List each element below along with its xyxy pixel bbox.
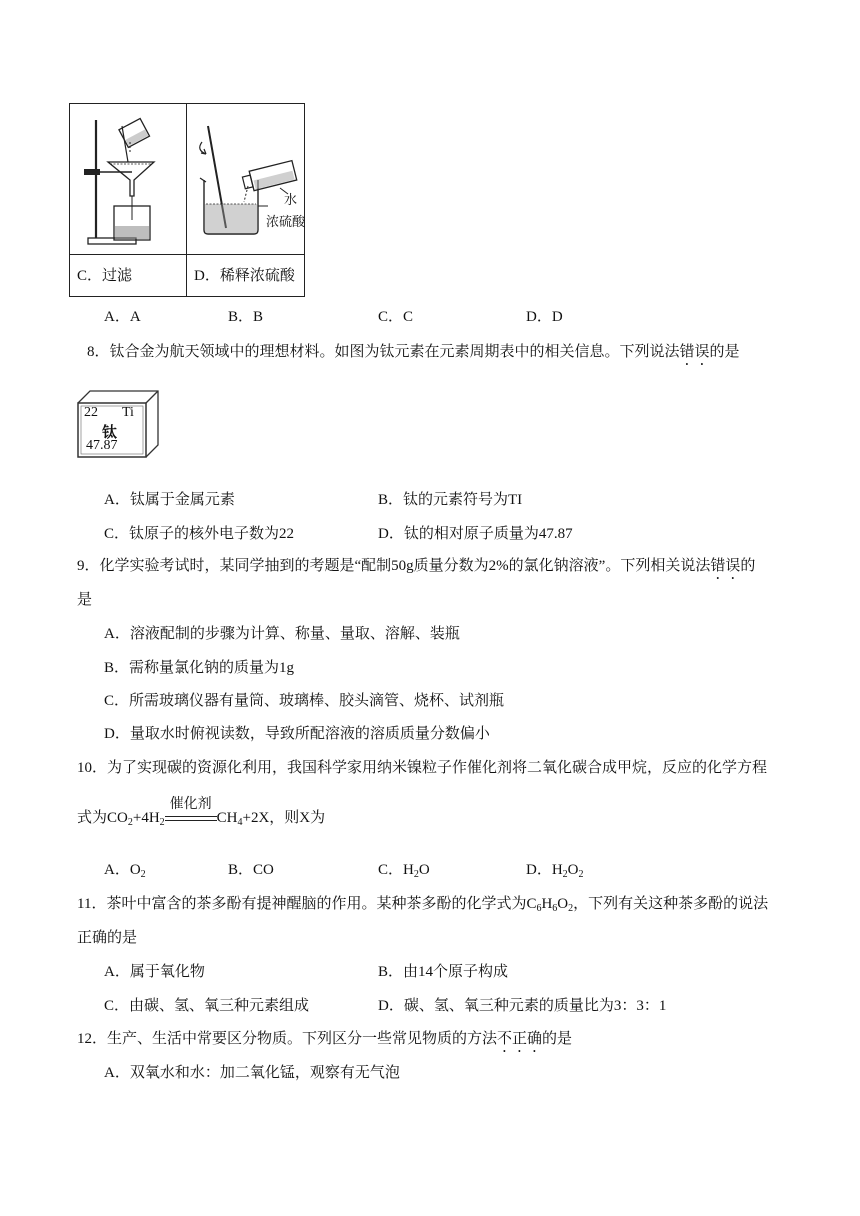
q10-option-d-sub2: 2 <box>578 869 584 880</box>
q10-option-d-sub: 2 <box>562 869 568 880</box>
q10-option-b <box>228 858 274 879</box>
q9-option-c: C．所需玻璃仪器有量筒、玻璃棒、胶头滴管、烧杯、试剂瓶 <box>104 693 505 709</box>
q12-option-a: A．双氧水和水：加二氧化锰，观察有无气泡 <box>104 1065 400 1081</box>
q10-option-a-sub: 2 <box>140 869 146 880</box>
formula-sub-o: 2 <box>568 903 574 914</box>
q9-option-d: D．量取水时俯视读数，导致所配溶液的溶质质量分数偏小 <box>104 726 490 742</box>
eq-co: CO <box>107 810 128 826</box>
formula-h: H <box>541 896 553 912</box>
q8-stem-end: 的是 <box>709 344 740 360</box>
eq-h-sub: 2 <box>159 817 165 828</box>
q12-emphasis: 不正确 <box>497 1031 543 1047</box>
q9-stem-end: 的 <box>740 558 756 574</box>
q10-option-d <box>526 858 584 879</box>
q10-option-c <box>378 858 430 879</box>
eq-tail: +2X，则X为 <box>242 810 326 826</box>
atomic-number: 22 <box>84 405 98 420</box>
q10-option-a-text: A．O <box>104 862 141 878</box>
formula-sub-c: 6 <box>536 903 542 914</box>
filtration-diagram <box>76 110 184 250</box>
table-divider <box>70 254 304 255</box>
formula-o: O <box>557 896 569 912</box>
q8-option-a: A．钛属于金属元素 <box>104 492 235 508</box>
q10-option-c-tail: O <box>418 862 430 878</box>
q11-stem <box>77 892 768 913</box>
cell-d-label: D．稀释浓硫酸 <box>194 268 295 284</box>
q11-option-a: A．属于氧化物 <box>104 964 205 980</box>
q9-emphasis: 错误 <box>710 558 741 574</box>
q7-option-b: B．B <box>228 309 264 325</box>
element-name: 钛 <box>102 425 118 441</box>
q10-option-c-sub: 2 <box>413 869 419 880</box>
q12-stem-end: 的是 <box>542 1031 573 1047</box>
element-card <box>76 389 160 461</box>
q9-stem-text: 9．化学实验考试时，某同学抽到的考题是“配制50g质量分数为2%的氯化钠溶液”。下列相关说法 <box>77 558 711 574</box>
q9-option-b: B．需称量氯化钠的质量为1g <box>104 660 295 676</box>
q11-option-c: C．由碳、氢、氧三种元素组成 <box>104 998 310 1014</box>
eq-co-sub: 2 <box>127 817 133 828</box>
catalyst-equals-sign <box>165 796 217 826</box>
q10-option-d-text: D．H <box>526 862 563 878</box>
water-label: 水 <box>284 192 298 207</box>
q7-option-a: A．A <box>104 309 141 325</box>
q7-option-d: D．D <box>526 309 563 325</box>
formula-sub-h: 6 <box>552 903 558 914</box>
q11-option-b: B．由14个原子构成 <box>378 964 509 980</box>
q10-equation <box>77 796 326 828</box>
eq-ch-sub: 4 <box>237 817 243 828</box>
apparatus-table <box>69 103 305 297</box>
element-symbol: Ti <box>122 405 134 420</box>
catalyst-label: 催化剂 <box>169 796 212 812</box>
q9-option-a: A．溶液配制的步骤为计算、称量、量取、溶解、装瓶 <box>104 626 460 642</box>
q9-stem <box>77 554 755 583</box>
q9-stem-line2: 是 <box>77 592 93 608</box>
q8-stem <box>87 340 740 369</box>
q8-option-c: C．钛原子的核外电子数为22 <box>104 526 295 542</box>
q11-stem-text: 11．茶叶中富含的茶多酚有提神醒脑的作用。某种茶多酚的化学式为C <box>77 896 537 912</box>
q8-emphasis: 错误 <box>679 344 710 360</box>
eq-ch: CH <box>216 810 238 826</box>
q11-stem-line2: 正确的是 <box>77 930 138 946</box>
acid-label: 浓硫酸 <box>266 214 306 229</box>
q8-option-d: D．钛的相对原子质量为47.87 <box>378 526 573 542</box>
q10-option-d-mid: O <box>567 862 579 878</box>
q10-option-a <box>104 858 146 879</box>
q11-stem-end: ，下列有关这种茶多酚的说法 <box>573 896 769 912</box>
eq-prefix: 式为 <box>77 810 108 826</box>
eq-h: +4H <box>132 810 160 826</box>
atomic-mass: 47.87 <box>86 438 118 453</box>
q8-option-b: B．钛的元素符号为TI <box>378 492 523 508</box>
q10-option-b-text: B．CO <box>228 862 274 878</box>
table-divider <box>186 104 187 296</box>
q10-stem-line1: 10．为了实现碳的资源化利用，我国科学家用纳米镍粒子作催化剂将二氧化碳合成甲烷，反应的化学方程 <box>77 760 768 776</box>
cell-c-label: C．过滤 <box>77 268 133 284</box>
q12-stem-text: 12．生产、生活中常要区分物质。下列区分一些常见物质的方法 <box>77 1031 498 1047</box>
q8-stem-text: 8．钛合金为航天领域中的理想材料。如图为钛元素在元素周期表中的相关信息。下列说法 <box>87 344 680 360</box>
q12-stem <box>77 1027 572 1056</box>
q10-option-c-text: C．H <box>378 862 414 878</box>
q11-option-d: D．碳、氢、氧三种元素的质量比为3：3：1 <box>378 998 667 1014</box>
q7-option-c: C．C <box>378 309 414 325</box>
